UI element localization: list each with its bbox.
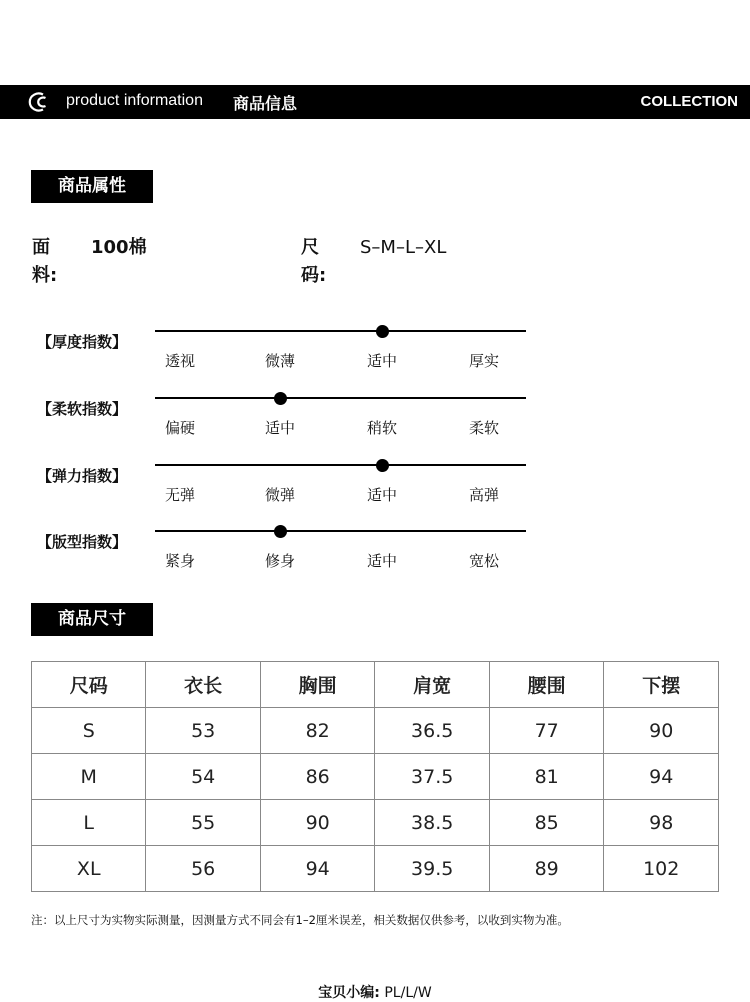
measurement-note: 注：以上尺寸为实物实际测量，因测量方式不同会有1–2厘米误差，相关数据仅供参考，以收到实物为准。 bbox=[31, 913, 569, 927]
table-row bbox=[32, 800, 719, 846]
editor-line bbox=[0, 982, 750, 1002]
scale-line bbox=[155, 530, 526, 532]
header-en-title: product information bbox=[66, 92, 203, 109]
editor-label: 宝贝小编: bbox=[318, 985, 380, 1001]
table-cell: 90 bbox=[604, 708, 719, 754]
table-header-cell: 衣长 bbox=[146, 662, 260, 708]
fabric-value: 100棉 bbox=[91, 237, 147, 258]
scale-option: 柔软 bbox=[468, 419, 499, 437]
scale-line bbox=[155, 330, 526, 332]
table-cell: L bbox=[32, 800, 146, 846]
table-cell: 36.5 bbox=[375, 708, 490, 754]
table-cell: 89 bbox=[489, 846, 603, 892]
scale-option: 微薄 bbox=[264, 352, 295, 370]
attributes-section-title: 商品属性 bbox=[31, 170, 153, 203]
table-header-cell: 下摆 bbox=[604, 662, 719, 708]
scale-option: 微弹 bbox=[264, 486, 295, 504]
table-cell: 102 bbox=[604, 846, 719, 892]
table-cell: 98 bbox=[604, 800, 719, 846]
table-cell: 77 bbox=[489, 708, 603, 754]
table-cell: XL bbox=[32, 846, 146, 892]
table-cell: 37.5 bbox=[375, 754, 490, 800]
scale-option: 无弹 bbox=[164, 486, 195, 504]
size-label-2: 码: bbox=[301, 265, 327, 286]
table-cell: 85 bbox=[489, 800, 603, 846]
scale-option: 适中 bbox=[366, 486, 397, 504]
table-cell: 90 bbox=[260, 800, 374, 846]
scale-marker bbox=[274, 525, 287, 538]
table-cell: 81 bbox=[489, 754, 603, 800]
header-bar bbox=[0, 85, 750, 119]
fabric-label-2: 料: bbox=[32, 265, 58, 286]
table-cell: 94 bbox=[260, 846, 374, 892]
scale-option: 适中 bbox=[264, 419, 295, 437]
scale-marker bbox=[376, 459, 389, 472]
table-cell: 55 bbox=[146, 800, 260, 846]
scale-option: 宽松 bbox=[468, 552, 499, 570]
table-cell: S bbox=[32, 708, 146, 754]
scale-option: 适中 bbox=[366, 552, 397, 570]
c-logo-icon bbox=[26, 91, 52, 113]
index-label: 【柔软指数】 bbox=[37, 400, 128, 418]
scale-option: 透视 bbox=[164, 352, 195, 370]
scale-line bbox=[155, 397, 526, 399]
table-row bbox=[32, 754, 719, 800]
index-label: 【厚度指数】 bbox=[37, 333, 128, 351]
table-row bbox=[32, 708, 719, 754]
size-value: S–M–L–XL bbox=[360, 237, 447, 258]
table-cell: 86 bbox=[260, 754, 374, 800]
table-header-row bbox=[32, 662, 719, 708]
scale-line bbox=[155, 464, 526, 466]
size-table bbox=[31, 661, 719, 892]
header-collection: COLLECTION bbox=[640, 93, 738, 110]
table-cell: M bbox=[32, 754, 146, 800]
scale-option: 厚实 bbox=[468, 352, 499, 370]
table-cell: 38.5 bbox=[375, 800, 490, 846]
index-label: 【弹力指数】 bbox=[37, 467, 128, 485]
table-cell: 82 bbox=[260, 708, 374, 754]
table-cell: 56 bbox=[146, 846, 260, 892]
index-label: 【版型指数】 bbox=[37, 533, 128, 551]
scale-marker bbox=[376, 325, 389, 338]
table-cell: 94 bbox=[604, 754, 719, 800]
table-row bbox=[32, 846, 719, 892]
table-cell: 54 bbox=[146, 754, 260, 800]
table-header-cell: 尺码 bbox=[32, 662, 146, 708]
size-section-title: 商品尺寸 bbox=[31, 603, 153, 636]
scale-option: 紧身 bbox=[164, 552, 195, 570]
table-header-cell: 肩宽 bbox=[375, 662, 490, 708]
size-label-1: 尺 bbox=[301, 237, 319, 258]
table-cell: 53 bbox=[146, 708, 260, 754]
scale-option: 偏硬 bbox=[164, 419, 195, 437]
table-header-cell: 胸围 bbox=[260, 662, 374, 708]
header-cn-title: 商品信息 bbox=[233, 94, 298, 113]
fabric-label-1: 面 bbox=[32, 237, 50, 258]
scale-option: 稍软 bbox=[366, 419, 397, 437]
editor-value: PL/L/W bbox=[384, 985, 432, 1001]
table-cell: 39.5 bbox=[375, 846, 490, 892]
scale-option: 高弹 bbox=[468, 486, 499, 504]
scale-option: 修身 bbox=[264, 552, 295, 570]
scale-marker bbox=[274, 392, 287, 405]
scale-option: 适中 bbox=[366, 352, 397, 370]
table-header-cell: 腰围 bbox=[489, 662, 603, 708]
